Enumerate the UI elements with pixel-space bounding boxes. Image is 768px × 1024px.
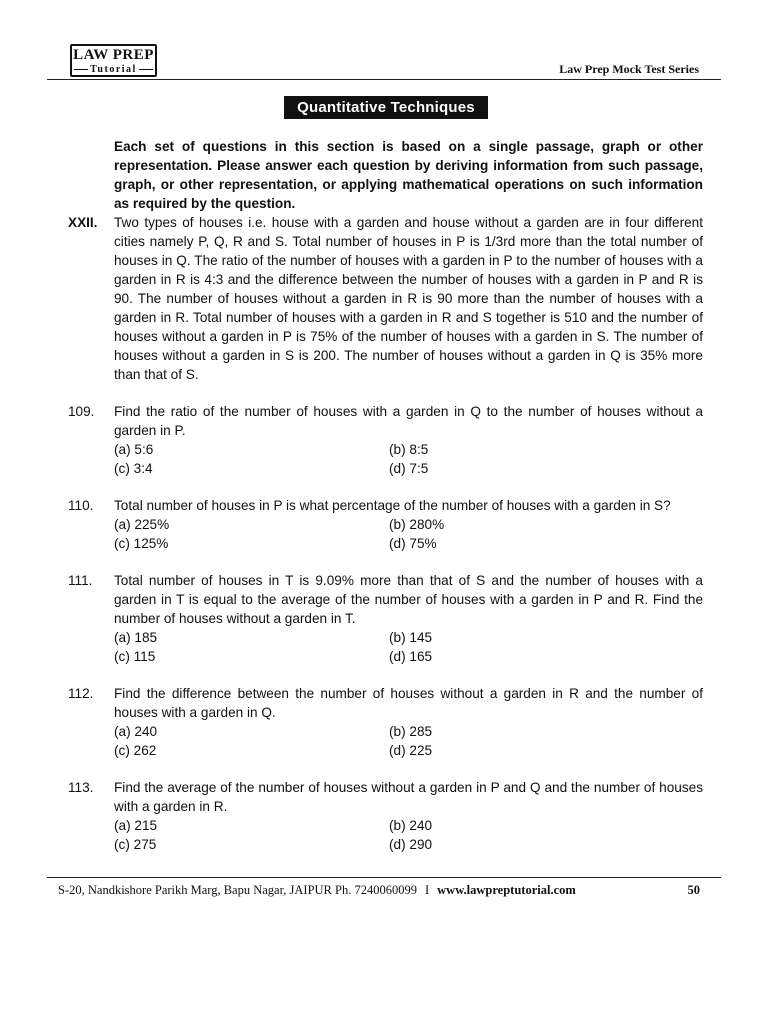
options	[114, 722, 703, 760]
question-number: 109.	[68, 404, 95, 419]
page-number: 50	[687, 883, 700, 897]
footer-address: S-20, Nandkishore Parikh Marg, Bapu Nagar, JAIPUR Ph. 7240060099	[58, 883, 417, 897]
option-d: (d) 75%	[389, 536, 437, 551]
passage	[68, 213, 703, 384]
page-footer	[58, 883, 700, 898]
option-b: (b) 145	[389, 630, 433, 645]
question-110	[68, 496, 703, 553]
page-content	[68, 137, 703, 854]
option-d: (d) 290	[389, 837, 433, 852]
header-divider	[47, 79, 721, 80]
options	[114, 515, 703, 553]
question-112	[68, 684, 703, 760]
option-d: (d) 165	[389, 649, 433, 664]
options	[114, 440, 703, 478]
option-c: (c) 115	[114, 649, 156, 664]
passage-number: XXII.	[68, 215, 98, 230]
option-c: (c) 275	[114, 837, 157, 852]
question-111	[68, 571, 703, 666]
logo-sub-text: Tutorial	[72, 64, 155, 75]
option-a: (a) 215	[114, 818, 158, 833]
option-b: (b) 285	[389, 724, 433, 739]
question-text: Total number of houses in T is 9.09% more than that of S and the number of houses with a garden in T is equal to the average of the number of houses with a garden in P and R. Find the number of houses without a garden in T.	[114, 573, 703, 626]
question-109	[68, 402, 703, 478]
options	[114, 628, 703, 666]
footer-separator: I	[424, 883, 430, 897]
option-c: (c) 125%	[114, 536, 169, 551]
option-d: (d) 225	[389, 743, 433, 758]
question-text: Total number of houses in P is what percentage of the number of houses with a garden in S?	[114, 498, 671, 513]
option-a: (a) 225%	[114, 517, 170, 532]
option-a: (a) 240	[114, 724, 158, 739]
option-c: (c) 3:4	[114, 461, 153, 476]
logo-main-text: LAW PREP	[73, 47, 154, 63]
footer-website: www.lawpreptutorial.com	[437, 883, 576, 897]
question-number: 113.	[68, 780, 94, 795]
section-title: Quantitative Techniques	[284, 96, 488, 119]
question-number: 111.	[68, 573, 93, 588]
brand-logo	[70, 44, 157, 77]
option-c: (c) 262	[114, 743, 157, 758]
footer-divider	[47, 877, 721, 878]
question-text: Find the difference between the number of houses without a garden in R and the number of houses with a garden in Q.	[114, 686, 703, 720]
option-b: (b) 8:5	[389, 442, 429, 457]
question-113	[68, 778, 703, 854]
question-number: 110.	[68, 498, 94, 513]
options	[114, 816, 703, 854]
option-b: (b) 240	[389, 818, 433, 833]
question-text: Find the average of the number of houses without a garden in P and Q and the number of houses with a garden in R.	[114, 780, 703, 814]
question-text: Find the ratio of the number of houses with a garden in Q to the number of houses without a garden in P.	[114, 404, 703, 438]
option-b: (b) 280%	[389, 517, 445, 532]
option-a: (a) 185	[114, 630, 158, 645]
option-a: (a) 5:6	[114, 442, 154, 457]
series-title: Law Prep Mock Test Series	[559, 62, 699, 76]
option-d: (d) 7:5	[389, 461, 429, 476]
question-number: 112.	[68, 686, 94, 701]
instructions: Each set of questions in this section is based on a single passage, graph or other representation. Please answer each question by deriving information from such passage, graph, or other representation, or applying mathematical operations on such information as required by the question.	[114, 139, 703, 211]
passage-text: Two types of houses i.e. house with a garden and house without a garden are in four different cities namely P, Q, R and S. Total number of houses in P is 1/3rd more than the total number of houses in Q. The ratio of the number of houses with a garden in P to the number of houses with a garden in R is 4:3 and the difference between the number of houses with a garden in P and R is 90. The number of houses without a garden in R is 90 more than the number of houses with a garden in R. Total number of houses with a garden in R and S together is 510 and the number of houses without a garden in P is 75% of the number of houses with a garden in S. The number of houses without a garden in S is 200. The number of houses without a garden in Q is 35% more than that of S.	[114, 215, 703, 382]
